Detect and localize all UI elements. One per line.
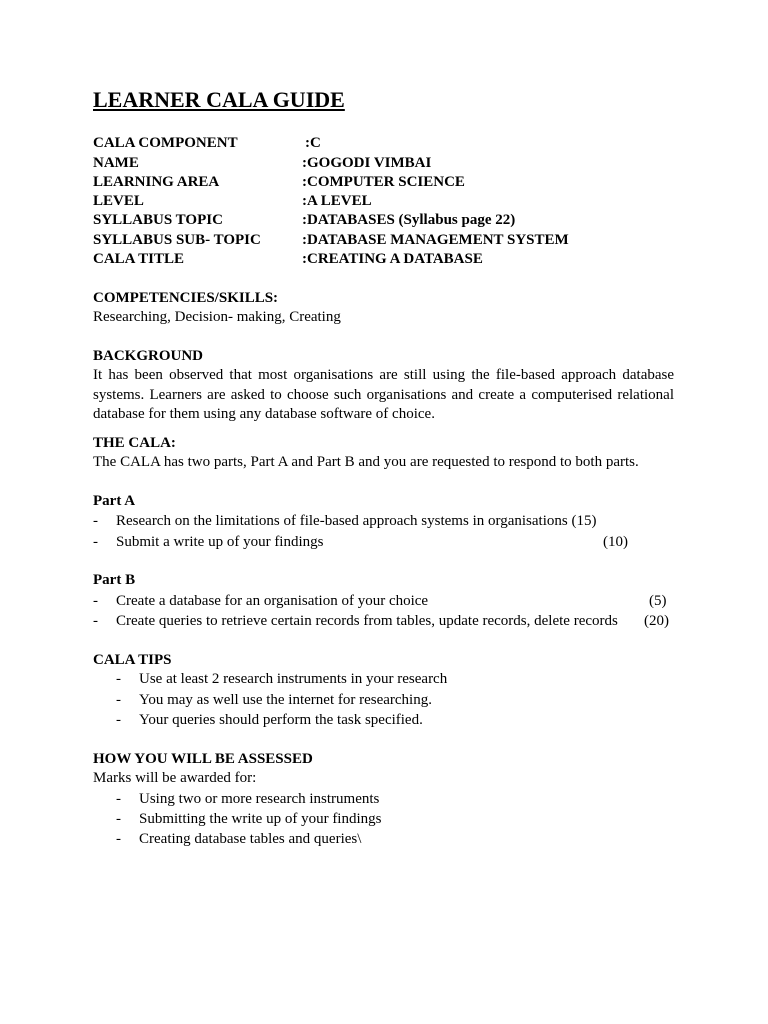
dash-bullet: - xyxy=(116,712,121,728)
list-item-text: Research on the limitations of file-based approach systems in organisations (15) xyxy=(116,513,597,529)
info-label: NAME xyxy=(93,154,139,171)
background-heading: BACKGROUND xyxy=(93,348,204,364)
dash-bullet: - xyxy=(93,534,98,550)
dash-bullet: - xyxy=(93,513,98,529)
info-label: SYLLABUS SUB- TOPIC xyxy=(93,231,261,248)
document-page xyxy=(93,0,678,1024)
info-value: :GOGODI VIMBAI xyxy=(302,154,432,171)
info-value: :C xyxy=(305,135,321,151)
assessment-intro: Marks will be awarded for: xyxy=(93,770,257,786)
info-label: LEVEL xyxy=(93,193,144,209)
info-value: :COMPUTER SCIENCE xyxy=(302,174,465,190)
dash-bullet: - xyxy=(116,831,121,847)
dash-bullet: - xyxy=(116,811,121,827)
marks-label: (20) xyxy=(644,613,669,629)
info-value: :DATABASE MANAGEMENT SYSTEM xyxy=(302,231,569,248)
marks-label: (10) xyxy=(603,534,628,550)
the-cala-heading: THE CALA: xyxy=(93,435,176,451)
dash-bullet: - xyxy=(93,613,98,629)
list-item-text: Submit a write up of your findings xyxy=(116,534,324,550)
info-label: LEARNING AREA xyxy=(93,174,220,190)
list-item xyxy=(93,591,678,611)
list-item xyxy=(93,710,678,730)
competencies-text: Researching, Decision- making, Creating xyxy=(93,309,341,325)
tips-heading: CALA TIPS xyxy=(93,652,172,668)
list-item xyxy=(93,829,678,849)
marks-label: (5) xyxy=(649,593,667,609)
list-item xyxy=(93,511,678,531)
assessment-heading: HOW YOU WILL BE ASSESSED xyxy=(93,751,313,767)
list-item-text: Creating database tables and queries\ xyxy=(139,831,362,847)
info-value: :DATABASES (Syllabus page 22) xyxy=(302,212,516,228)
dash-bullet: - xyxy=(116,692,121,708)
document-title: LEARNER CALA GUIDE xyxy=(93,87,345,112)
part-b-heading: Part B xyxy=(93,572,136,588)
list-item xyxy=(93,690,678,710)
list-item-text: Submitting the write up of your findings xyxy=(139,811,382,827)
list-item-text: Create a database for an organisation of your choice xyxy=(116,593,429,609)
list-item xyxy=(93,789,678,809)
list-item xyxy=(93,532,678,552)
list-item-text: Create queries to retrieve certain records from tables, update records, delete records xyxy=(116,613,618,629)
dash-bullet: - xyxy=(116,671,121,687)
competencies-heading: COMPETENCIES/SKILLS: xyxy=(93,290,279,306)
info-label: CALA TITLE xyxy=(93,251,185,267)
list-item-text: Using two or more research instruments xyxy=(139,791,380,807)
the-cala-text: The CALA has two parts, Part A and Part B and you are requested to respond to both parts. xyxy=(93,454,639,470)
list-item-text: Use at least 2 research instruments in your research xyxy=(139,671,448,687)
list-item-text: Your queries should perform the task specified. xyxy=(139,712,423,728)
background-text: It has been observed that most organisations are still using the file-based approach database systems. Learners are asked to choose such organisations and create a computerised relational database for them using any database software of choice. xyxy=(93,367,674,422)
info-label: SYLLABUS TOPIC xyxy=(93,212,223,228)
info-label: CALA COMPONENT xyxy=(93,135,238,151)
list-item xyxy=(93,669,678,689)
info-value: :A LEVEL xyxy=(302,193,372,209)
info-value: :CREATING A DATABASE xyxy=(302,251,483,267)
dash-bullet: - xyxy=(116,791,121,807)
list-item xyxy=(93,809,678,829)
dash-bullet: - xyxy=(93,593,98,609)
list-item xyxy=(93,611,678,631)
list-item-text: You may as well use the internet for researching. xyxy=(139,692,432,708)
part-a-heading: Part A xyxy=(93,493,136,509)
